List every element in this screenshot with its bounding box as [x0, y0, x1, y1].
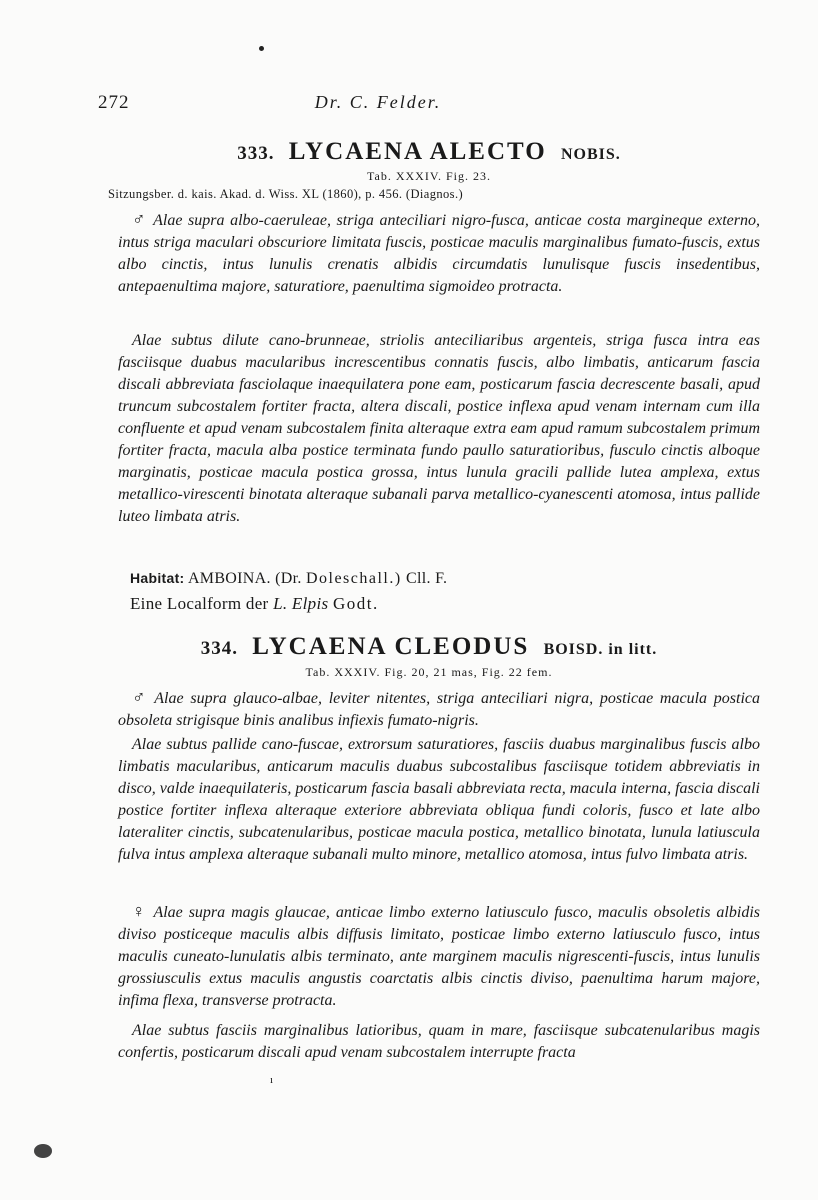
description-paragraph [118, 734, 760, 866]
printer-mark: ı [270, 1074, 274, 1086]
habitat-line [130, 570, 447, 588]
species-authority: BOISD. in litt. [543, 641, 658, 658]
remark-line [130, 594, 379, 614]
citation: Sitzungsber. d. kais. Akad. d. Wiss. XL (1860), p. 456. (Diagnos.) [108, 187, 464, 201]
ink-speck [259, 46, 264, 51]
habitat-label: Habitat: [130, 570, 185, 586]
species-name: LYCAENA CLEODUS [252, 633, 530, 660]
species-number: 333. [237, 143, 275, 164]
description-paragraph [118, 1020, 760, 1064]
species-number: 334. [200, 638, 238, 659]
plate-reference: Tab. XXXIV. Fig. 20, 21 mas, Fig. 22 fem. [305, 665, 553, 679]
paragraph-text: Alae supra magis glaucae, anticae limbo externo latiusculo fusco, maculis obsoletis albidis diviso posticeque maculis albis diffusis limitato, posticae limbo externo latiusculo fusco, intus maculis cuneato-lunulatis albis terminato, ante marginem maculis nigrescenti-fuscis, intus lunulis grossiusculis extus maculis angustis coarctatis albis cinctis diviso, paenultima harum majore, infima flexa, transverse protracta. [118, 904, 760, 1009]
description-paragraph [118, 686, 760, 732]
paragraph-text: Alae subtus dilute cano-brunneae, striolis anteciliaribus argenteis, striga fusca intra eas fasciisque duabus macularibus increscentibus connatis fuscis, albo limbatis, anticarum fascia discali abbreviata fasciolaque inaequilatera pone eam, posticarum fascia decrescente basali, apud truncum subcostalem fortiter fracta, altera discali, postice inflexa apud venam internam cum illa confluente et apud venam subcostalem finita alteraque extra eam apud ramum subcostalem primum fortiter fracta, macula alba postice terminata fundo paullo saturatioribus, fusculo cinctis alboque marginatis, posticae macula postica grossa, intus lunula gracili pallide lutea amplexa, extus metallico-virescenti binotata alteraque subanali parva metallico-cyanescenti atomosa, intus pallide luteo limbata atris. [118, 332, 760, 525]
remark-author: Godt. [332, 594, 379, 613]
remark-species: L. Elpis [273, 594, 329, 613]
plate-reference: Tab. XXXIV. Fig. 23. [367, 169, 491, 183]
male-symbol: ♂ [132, 687, 149, 707]
paragraph-text: Alae subtus pallide cano-fuscae, extrorsum saturatiores, fasciis duabus marginalibus fuscis albo limbatis macularibus, anticarum maculis duabus subcostalibus fasciisque totidem abbreviatis in disco, valde inaequilateris, posticarum fascia basali abbreviata recta, macula interna, fascia discali postice fortiter inflexa alteraque exteriore abbreviata obliqua fundi coloris, fusco et late albo lateraliter cinctis, subcatenularibus, posticae macula postica, metallico binotata, lunula latiuscula fulva intus amplexa alteraque subanali multo minore, metallico atomosa, intus fulvo limbata atris. [118, 736, 760, 863]
habitat-collector-prefix: (Dr. [275, 570, 302, 587]
page-number: 272 [98, 92, 130, 113]
page-header [98, 92, 760, 118]
female-symbol: ♀ [132, 901, 148, 921]
species-heading [98, 138, 760, 166]
species-authority: NOBIS. [560, 146, 621, 163]
remark-text: Eine Localform der [130, 594, 269, 613]
ink-speck [34, 1144, 52, 1158]
paragraph-text: Alae subtus fasciis marginalibus latioribus, quam in mare, fasciisque subcatenularibus magis confertis, posticarum discali apud venam subcostalem interrupte fracta [118, 1022, 760, 1061]
paragraph-text: Alae supra glauco-albae, leviter nitentes, striga anteciliari nigra, posticae macula postica obsoleta strigisque binis analibus infiexis fumato-nigris. [118, 690, 761, 729]
habitat-place: AMBOINA. [187, 570, 271, 587]
species-name: LYCAENA ALECTO [288, 138, 547, 165]
species-heading [98, 633, 760, 661]
running-head: Dr. C. Felder. [314, 92, 442, 112]
male-symbol: ♂ [132, 209, 148, 229]
collection: Cll. F. [406, 570, 448, 587]
description-paragraph [118, 208, 760, 298]
description-paragraph [118, 330, 760, 528]
habitat-collector: Doleschall.) [305, 570, 402, 587]
paragraph-text: Alae supra albo-caeruleae, striga anteciliari nigro-fusca, anticae costa margineque externo, intus striga maculari obscuriore limitata fuscis, posticae maculis marginalibus fumato-fuscis, extus albo cinctis, intus lunulis crenatis albidis circumdatis lunulisque fuscis insedentibus, antepaenultima majore, saturatiore, paenultima sigmoideo protracta. [118, 212, 761, 295]
description-paragraph [118, 900, 760, 1012]
